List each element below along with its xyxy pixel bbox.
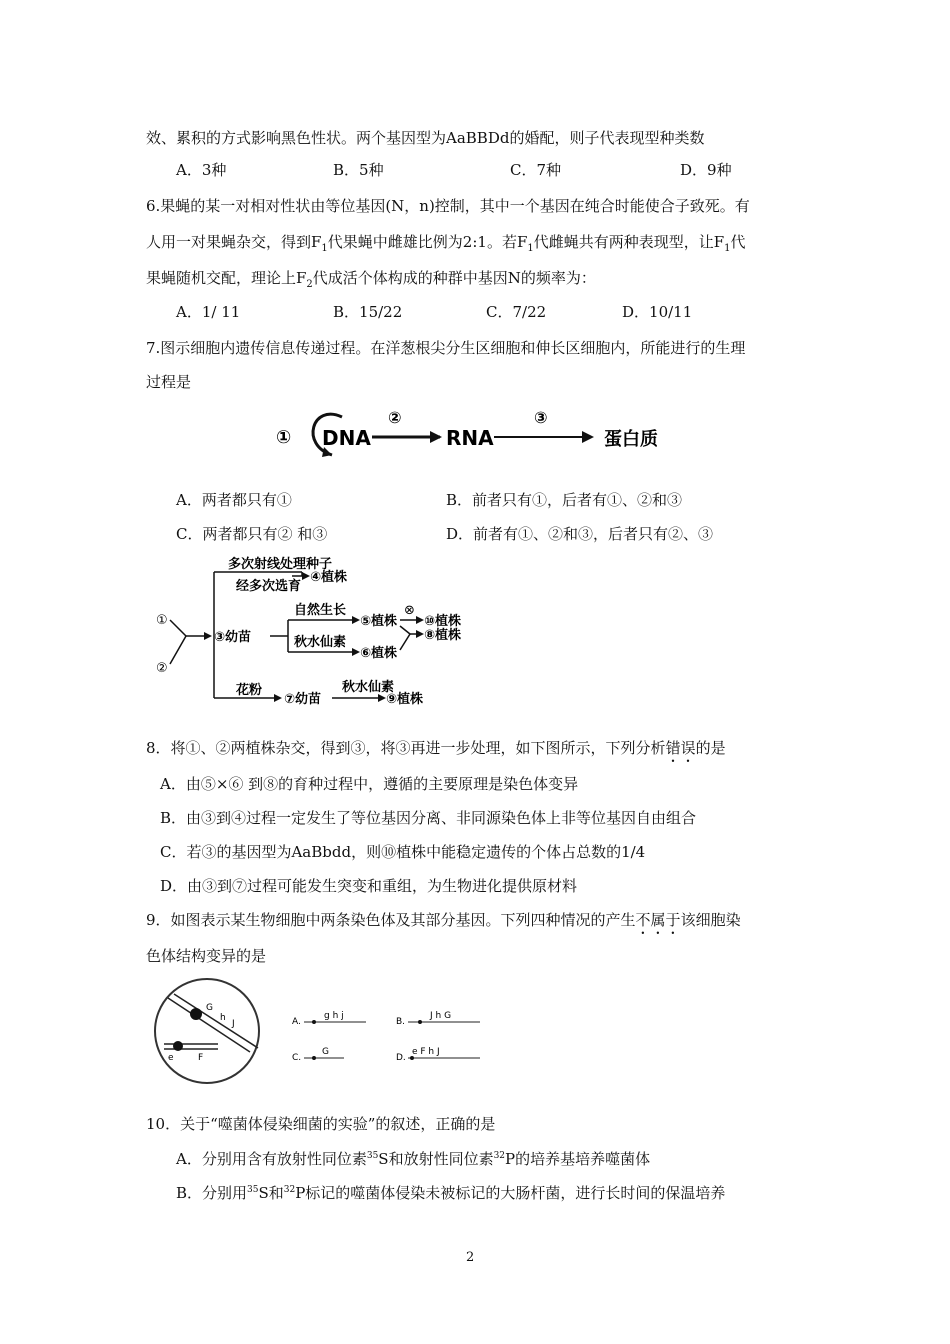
superscript: 32: [283, 1185, 296, 1195]
gene-h: h: [220, 1013, 226, 1023]
option-a: A．两者都只有①: [176, 491, 292, 509]
central-dogma-figure: [272, 405, 682, 465]
circle-1-label: ①: [276, 427, 292, 448]
arrowhead: [352, 616, 360, 624]
gene-J: J: [232, 1019, 235, 1029]
option-b: B．由③到④过程一定发生了等位基因分离、非同源染色体上非等位基因自由组合: [160, 809, 697, 827]
option-c: C．若③的基因型为AaBbdd，则⑩植株中能稳定遗传的个体占总数的1/4: [160, 843, 646, 861]
text-line: [146, 128, 704, 148]
question-8-stem: [146, 738, 726, 766]
gene-F: F: [198, 1053, 204, 1063]
breeding-diagram: [148, 554, 498, 714]
label-pollen: 花粉: [236, 683, 263, 698]
option-d: D．9种: [680, 161, 732, 179]
node-6: ⑥植株: [360, 646, 398, 661]
question-7-line1: 7.图示细胞内遗传信息传递过程。在洋葱根尖分生区细胞和伸长区细胞内，所能进行的生理: [146, 339, 746, 357]
subscript: 1: [527, 243, 534, 254]
arrowhead: [204, 632, 212, 640]
node-10: ⑩植株: [424, 614, 462, 629]
text: 效、累积的方式影响黑色性状。两个基因型为AaBBDd的婚配，则子代表现型种类数: [146, 129, 705, 147]
subscript: 1: [724, 243, 731, 254]
connector: [400, 634, 410, 650]
label-radiation: 多次射线处理种子: [228, 557, 333, 572]
arrowhead: [378, 694, 386, 702]
translation-arrowhead: [582, 431, 594, 443]
option-b: B．前者只有①，后者有①、②和③: [446, 491, 683, 509]
arrowhead: [302, 572, 310, 580]
option-b: [176, 1180, 725, 1203]
text: P的培养基培养噬菌体: [505, 1150, 651, 1168]
question-6-line2: [146, 232, 746, 259]
gene-e: e: [168, 1053, 174, 1063]
text: 该细胞染: [680, 911, 741, 929]
option-d: D．前者有①、②和③，后者只有②、③: [446, 525, 714, 543]
option-a: A．由⑤×⑥ 到⑧的育种过程中，遵循的主要原理是染色体变异: [160, 775, 579, 793]
text: A．分别用含有放射性同位素: [176, 1150, 367, 1168]
superscript: 35: [366, 1151, 379, 1161]
question-6-line1: 6.果蝇的某一对相对性状由等位基因(N，n)控制，其中一个基因在纯合时能使合子致死。有: [146, 197, 750, 215]
arrowhead: [416, 616, 424, 624]
chromosome-1-line: [174, 994, 258, 1048]
text: 代成活个体构成的种群中基因N的频率为：: [312, 269, 596, 287]
option-b-centromere: [418, 1020, 422, 1024]
emphasis-text: 不属于: [635, 911, 681, 929]
text: 代果蝇中雌雄比例为2:1。若F: [327, 233, 528, 251]
option-a-centromere: [312, 1020, 316, 1024]
superscript: 32: [493, 1151, 506, 1161]
question-10-stem: 10．关于“噬菌体侵染细菌的实验”的叙述，正确的是: [146, 1115, 496, 1133]
option-d: D．由③到⑦过程可能发生突变和重组，为生物进化提供原材料: [160, 877, 578, 895]
option-c-genes: G: [322, 1047, 329, 1057]
option-a: A．3种: [176, 161, 227, 179]
node-9: ⑨植株: [386, 692, 424, 707]
arrowhead: [274, 694, 282, 702]
option-d-label: D.: [396, 1053, 406, 1063]
chromosome-figure: [150, 976, 500, 1091]
option-b: B．15/22: [333, 303, 403, 321]
option-c-label: C.: [292, 1053, 302, 1063]
node-3: ③幼苗: [214, 630, 252, 645]
option-c: C．7/22: [486, 303, 547, 321]
text: 代雌蝇共有两种表现型，让F: [533, 233, 725, 251]
subscript: 2: [306, 279, 313, 290]
connector: [170, 636, 186, 664]
label-colchicine: 秋水仙素: [294, 635, 347, 650]
label-natural: 自然生长: [294, 603, 347, 618]
label-colchicine-2: 秋水仙素: [342, 680, 395, 695]
question-6-line3: [146, 268, 596, 295]
option-b-label: B.: [396, 1017, 406, 1027]
text: 果蝇随机交配，理论上F: [146, 269, 307, 287]
centromere-2: [173, 1041, 183, 1051]
cell-outline: [155, 979, 259, 1083]
option-a: A．1/ 11: [176, 303, 241, 321]
option-a-label: A.: [292, 1017, 301, 1027]
rna-label: RNA: [446, 426, 494, 450]
protein-label: 蛋白质: [604, 429, 658, 450]
gene-G: G: [206, 1003, 213, 1013]
option-d: D．10/11: [622, 303, 693, 321]
centromere-1: [190, 1008, 202, 1020]
connector: [170, 620, 186, 636]
transcription-arrowhead: [430, 431, 442, 443]
emphasis-text: 错误: [665, 739, 696, 757]
page-number: 2: [466, 1250, 475, 1265]
text: 8．将①、②两植株杂交，得到③，将③再进一步处理，如下图所示，下列分析: [146, 739, 666, 757]
superscript: 35: [247, 1185, 259, 1195]
question-9-line1: [146, 910, 741, 938]
text: S和放射性同位素: [378, 1150, 494, 1168]
node-7: ⑦幼苗: [284, 692, 322, 707]
arrowhead: [352, 648, 360, 656]
option-b-genes: J h G: [430, 1011, 452, 1021]
option-c-centromere: [312, 1056, 316, 1060]
arrowhead: [416, 630, 424, 638]
option-c: C．两者都只有② 和③: [176, 525, 328, 543]
text: 9．如图表示某生物细胞中两条染色体及其部分基因。下列四种情况的产生: [146, 911, 636, 929]
text: B．分别用: [176, 1184, 248, 1202]
text: 的是: [695, 739, 726, 757]
node-4: ④植株: [310, 570, 348, 585]
option-a-genes: g h j: [324, 1011, 344, 1021]
option-b: B．5种: [333, 161, 384, 179]
label-selection: 经多次选育: [236, 579, 302, 594]
option-d-genes: e F h J: [412, 1047, 440, 1057]
option-a: [176, 1146, 650, 1169]
node-5: ⑤植株: [360, 614, 398, 629]
text: S和: [258, 1184, 284, 1202]
node-8: ⑧植株: [424, 628, 462, 643]
question-7-line2: 过程是: [146, 373, 192, 391]
circle-2-label: ②: [388, 408, 402, 427]
self-cross-symbol: ⊗: [404, 603, 415, 618]
node-1: ①: [156, 613, 168, 628]
connector: [400, 626, 410, 634]
node-2: ②: [156, 661, 168, 676]
subscript: 1: [321, 243, 328, 254]
text: 人用一对果蝇杂交，得到F: [146, 233, 322, 251]
dna-label: DNA: [322, 426, 371, 450]
question-9-line2: 色体结构变异的是: [146, 947, 267, 965]
text: P标记的噬菌体侵染未被标记的大肠杆菌，进行长时间的保温培养: [295, 1184, 726, 1202]
option-c: C．7种: [510, 161, 562, 179]
text: 代: [730, 233, 746, 251]
circle-3-label: ③: [534, 408, 548, 427]
